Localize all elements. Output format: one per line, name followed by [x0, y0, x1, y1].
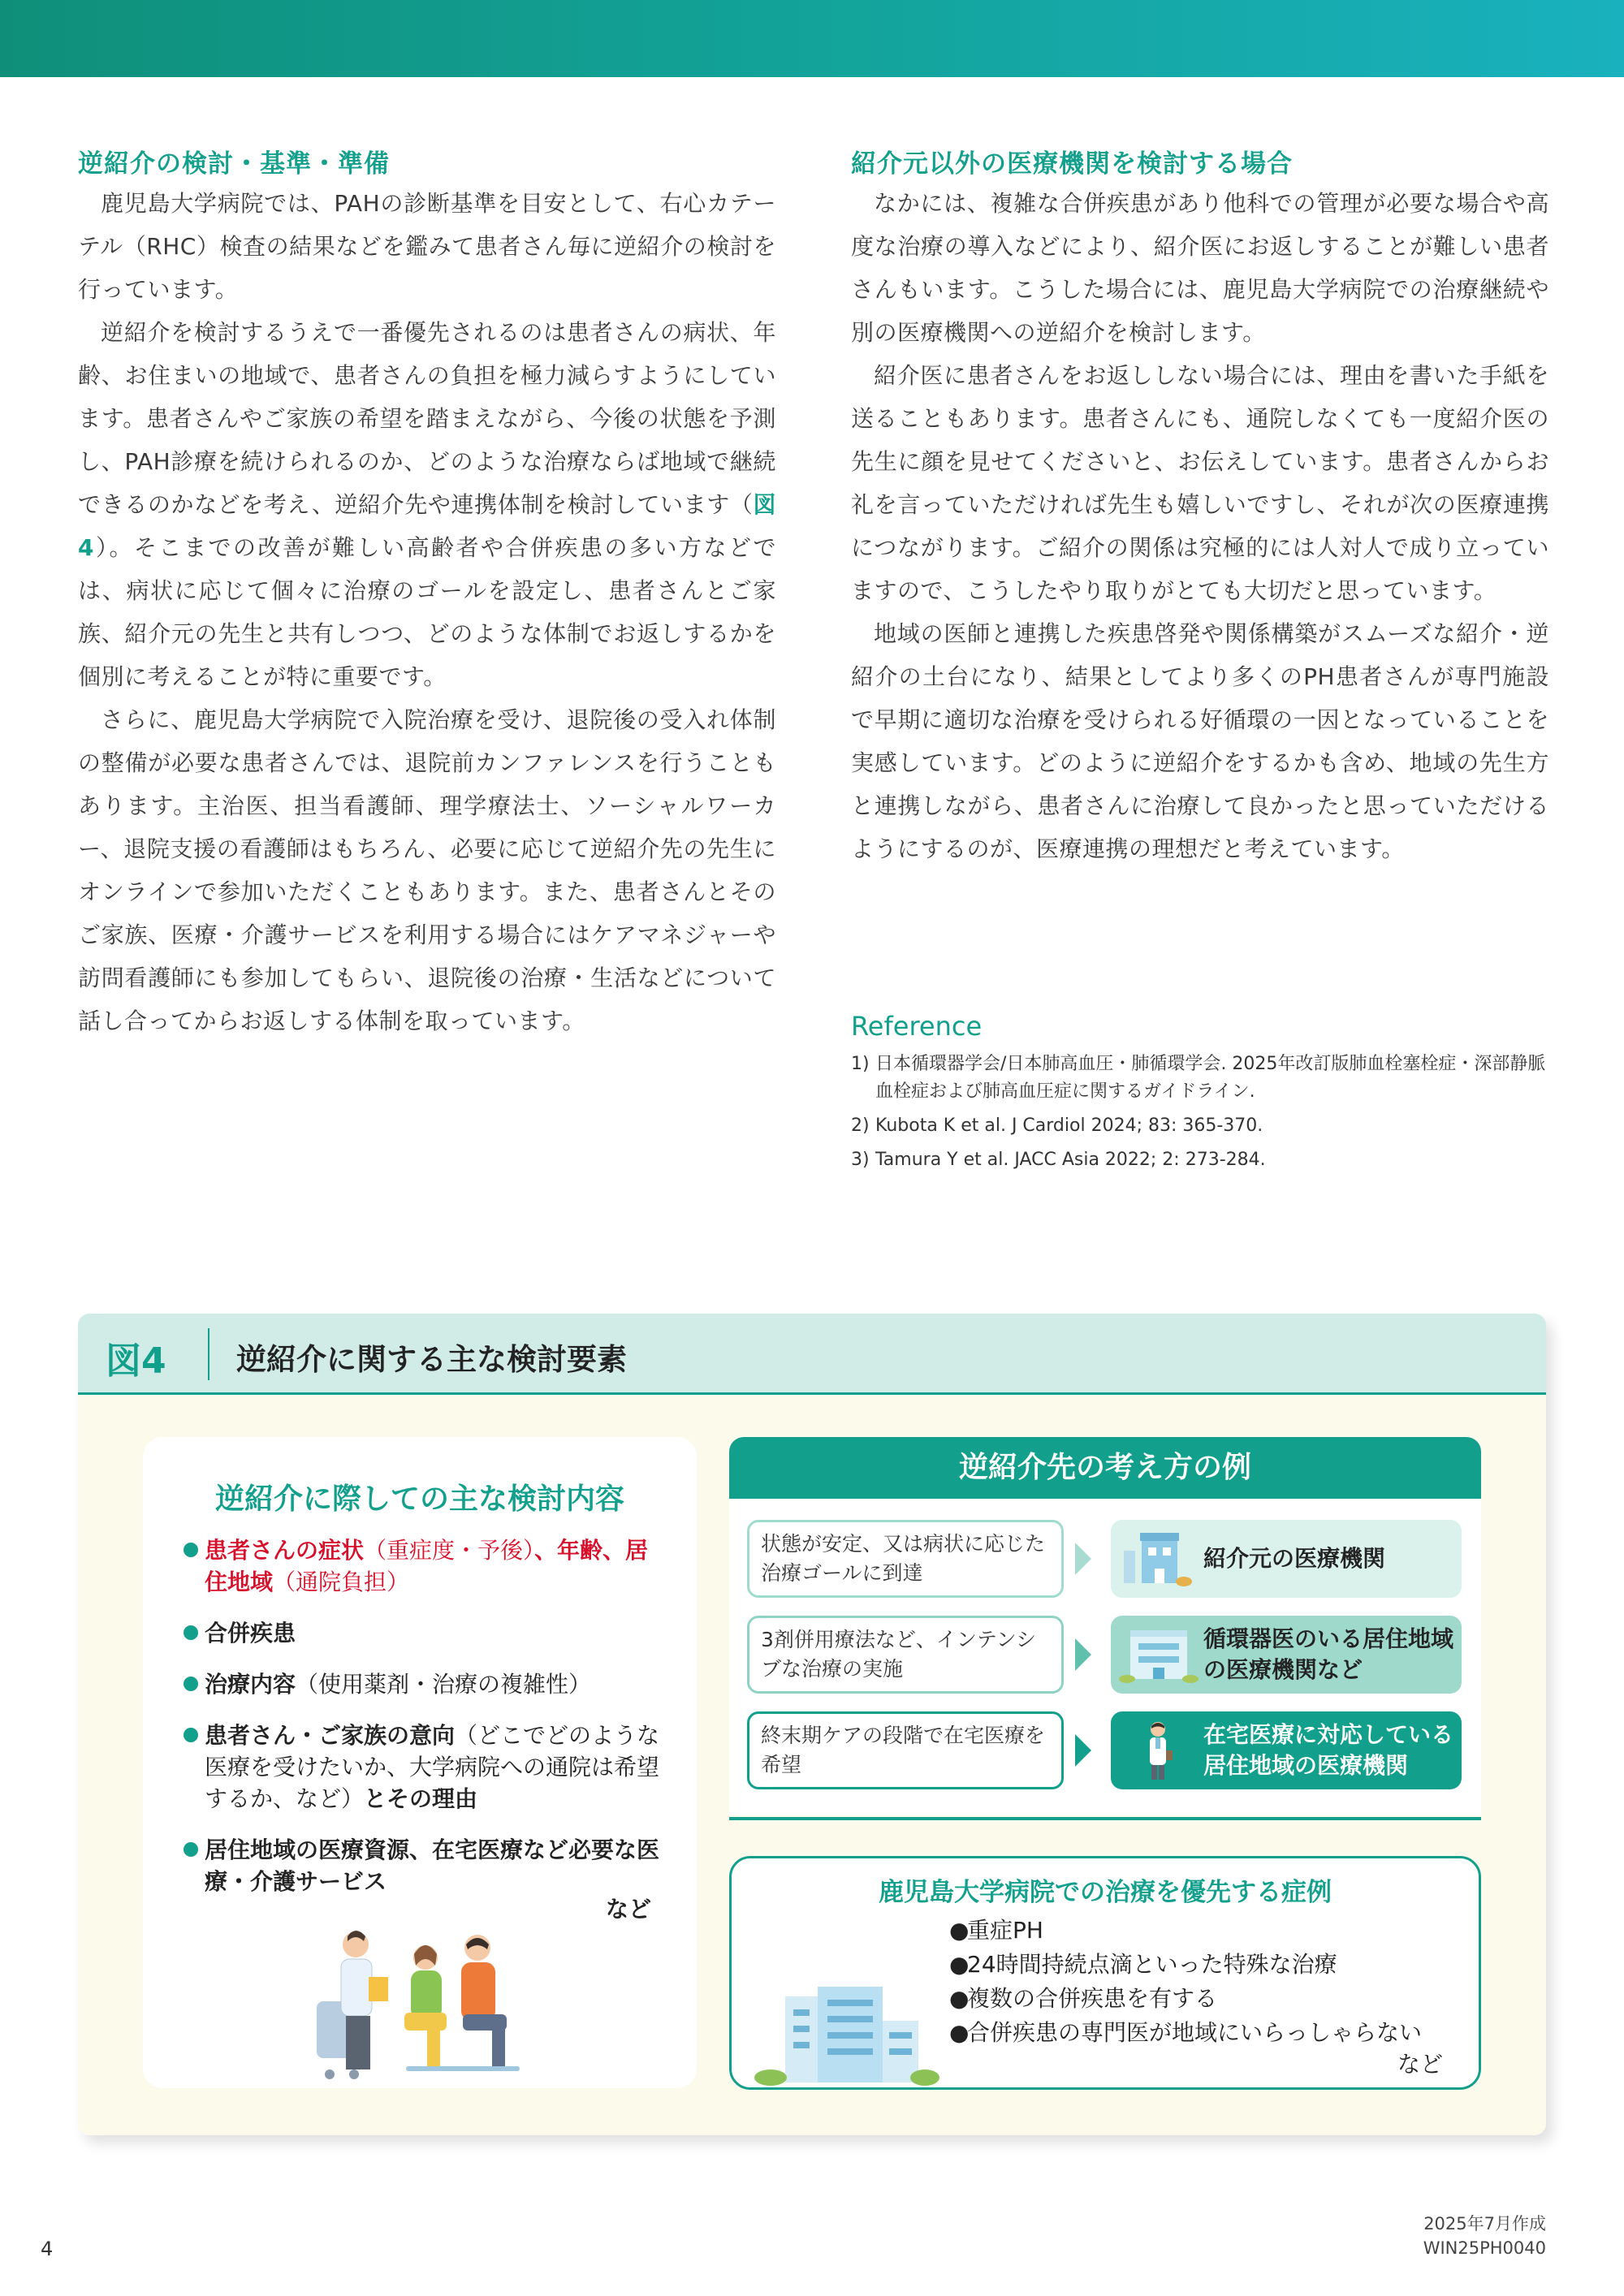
- etc-note: など: [1397, 2051, 1443, 2078]
- paragraph: なかには、複雑な合併疾患があり他科での管理が必要な場合や高度な治療の導入などにより、紹介医にお返しすることが難しい患者さんもいます。こうした場合には、鹿児島大学病院での治療継続や別の医療機関への逆紹介を検討します。: [851, 190, 1549, 346]
- page-number: 4: [41, 2238, 54, 2260]
- item-emphasis: 治療内容: [205, 1671, 296, 1698]
- priority-cases-title: 鹿児島大学病院での治療を優先する症例: [879, 1878, 1332, 1907]
- creation-date: 2025年7月作成: [1423, 2214, 1546, 2233]
- document-code: WIN25PH0040: [1423, 2238, 1546, 2258]
- doctor-patient-consultation-illustration: [305, 1912, 549, 2082]
- doctor-icon: [1117, 1718, 1199, 1783]
- bullet-dot-icon: [184, 1625, 198, 1640]
- figure-header-divider: [208, 1328, 209, 1380]
- paragraph: [78, 311, 776, 698]
- reference-number: 1): [851, 1054, 870, 1074]
- item-note: （使用薬剤・治療の複雑性）: [296, 1671, 592, 1698]
- referral-examples-body: [729, 1499, 1481, 1815]
- priority-case-text: 合併疾患の専門医が地域にいらっしゃらない: [967, 2019, 1423, 2046]
- left-column: [78, 146, 776, 1042]
- priority-cases-list: [949, 1914, 1422, 2050]
- referral-condition: 終末期ケアの段階で在宅医療を希望: [747, 1711, 1064, 1789]
- figure-4: [78, 1314, 1546, 2135]
- referral-example-row: [747, 1616, 1462, 1694]
- panel-divider: [729, 1817, 1481, 1820]
- arrow-right-icon: [1075, 1543, 1091, 1575]
- bullet-dot-icon: [184, 1543, 198, 1557]
- reference-text: 日本循環器学会/日本肺高血圧・肺循環学会. 2025年改訂版肺血栓塞栓症・深部静脈血栓症および肺高血圧症に関するガイドライン.: [875, 1054, 1546, 1102]
- priority-case-item: [949, 1982, 1422, 2016]
- etc-note: など: [605, 1896, 651, 1923]
- figure-title: 逆紹介に関する主な検討要素: [236, 1342, 627, 1377]
- paragraph: 鹿児島大学病院では、PAHの診断基準を目安として、右心カテーテル（RHC）検査の結果などを鑑みて患者さん毎に逆紹介の検討を行っています。: [78, 190, 776, 303]
- item-note: （どこでどのような医療を受けたいか、大学病院への通院は希望するか、など）: [205, 1722, 660, 1812]
- priority-case-item: [949, 2016, 1422, 2050]
- referral-example-row: [747, 1520, 1462, 1598]
- figure-label: 図4: [106, 1340, 166, 1382]
- section-title-other-institutions: 紹介元以外の医療機関を検討する場合: [851, 149, 1293, 179]
- destination-label: 循環器医のいる居住地域の医療機関など: [1203, 1625, 1454, 1683]
- reference-number: 2): [851, 1116, 870, 1136]
- priority-case-text: 重症PH: [967, 1917, 1043, 1944]
- consideration-item: [184, 1534, 663, 1598]
- arrow-right-icon: [1075, 1638, 1091, 1671]
- consideration-item: [184, 1668, 663, 1700]
- referral-examples-title: 逆紹介先の考え方の例: [729, 1437, 1481, 1499]
- reference-item: [851, 1112, 1549, 1140]
- item-emphasis: 居住地域の医療資源、在宅医療など必要な医療・介護サービス: [205, 1836, 660, 1895]
- item-emphasis: とその理由: [364, 1785, 478, 1812]
- priority-case-text: 24時間持続点滴といった特殊な治療: [967, 1951, 1337, 1978]
- bullet-dot-icon: [184, 1677, 198, 1691]
- header-gradient-bar: [0, 0, 1624, 77]
- paragraph: 紹介医に患者さんをお返ししない場合には、理由を書いた手紙を送ることもあります。患者さんにも、通院しなくても一度紹介医の先生に顔を見せてくださいと、お伝えしています。患者さんからお礼を言っていただければ先生も嬉しいですし、それが次の医療連携につながります。ご紹介の関係は究極的には人対人で成り立っていますので、こうしたやり取りがとても大切だと思っています。: [851, 362, 1549, 604]
- consideration-list: [184, 1534, 663, 1917]
- destination-label: 在宅医療に対応している居住地域の医療機関: [1203, 1721, 1454, 1779]
- reference-number: 3): [851, 1150, 870, 1170]
- item-emphasis: 、年齢、: [534, 1537, 626, 1564]
- right-column: [851, 146, 1549, 870]
- bullet-dot-icon: [184, 1728, 198, 1742]
- reference-text: Kubota K et al. J Cardiol 2024; 83: 365-370.: [875, 1116, 1263, 1136]
- reference-item: [851, 1051, 1549, 1106]
- consideration-item: [184, 1834, 663, 1897]
- figure-header: [78, 1314, 1546, 1395]
- referral-condition: 状態が安定、又は病状に応じた治療ゴールに到達: [747, 1520, 1064, 1598]
- referral-destination: [1111, 1711, 1462, 1789]
- referral-destination-examples: [729, 1437, 1481, 1827]
- referral-destination: [1111, 1520, 1462, 1598]
- priority-case-item: [949, 1914, 1422, 1948]
- priority-case-item: [949, 1948, 1422, 1982]
- item-note: （通院負担）: [273, 1569, 410, 1595]
- section-title-reverse-referral: 逆紹介の検討・基準・準備: [78, 149, 390, 179]
- university-priority-cases: [729, 1856, 1481, 2090]
- paragraph: さらに、鹿児島大学病院で入院治療を受け、退院後の受入れ体制の整備が必要な患者さんでは、退院前カンファレンスを行うこともあります。主治医、担当看護師、理学療法士、ソーシャルワーカー、退院支援の看護師はもちろん、必要に応じて逆紹介先の先生にオンラインで参加いただくこともあります。また、患者さんとそのご家族、医療・介護サービスを利用する場合にはケアマネジャーや訪問看護師にも参加してもらい、退院後の治療・生活などについて話し合ってからお返しする体制を取っています。: [78, 706, 776, 1034]
- item-emphasis: 合併疾患: [205, 1620, 296, 1646]
- reference-list: [851, 1008, 1549, 1180]
- university-hospital-icon: [753, 1980, 939, 2086]
- bullet-icon: ●: [949, 1951, 970, 1978]
- item-note: （重症度・予後）: [364, 1537, 535, 1564]
- clinic-building-icon: [1117, 1526, 1199, 1591]
- priority-case-text: 複数の合併疾患を有する: [967, 1985, 1218, 2012]
- paragraph-text: ）。そこまでの改善が難しい高齢者や合併疾患の多い方などでは、病状に応じて個々に治療のゴールを設定し、患者さんとご家族、紹介元の先生と共有しつつ、どのような体制でお返しするかを個別に考えることが特に重要です。: [78, 534, 776, 690]
- bullet-icon: ●: [949, 1917, 970, 1944]
- arrow-right-icon: [1075, 1734, 1091, 1767]
- referral-condition: 3剤併用療法など、インテンシブな治療の実施: [747, 1616, 1064, 1694]
- hospital-building-icon: [1117, 1622, 1199, 1687]
- figure-reference-link[interactable]: 図4: [78, 491, 776, 561]
- consideration-card-title: 逆紹介に際しての主な検討内容: [214, 1482, 624, 1516]
- item-emphasis: 患者さんの症状: [205, 1537, 365, 1564]
- reference-title: Reference: [851, 1011, 983, 1042]
- item-emphasis: 患者さん・ご家族の意向: [205, 1722, 456, 1749]
- paragraph: 地域の医師と連携した疾患啓発や関係構築がスムーズな紹介・逆紹介の土台になり、結果としてより多くのPH患者さんが専門施設で早期に適切な治療を受けられる好循環の一因となっていることを実感しています。どのように逆紹介をするかも含め、地域の先生方と連携しながら、患者さんに治療して良かったと思っていただけるようにするのが、医療連携の理想だと考えています。: [851, 620, 1549, 862]
- bullet-icon: ●: [949, 1985, 970, 2012]
- referral-destination: [1111, 1616, 1462, 1694]
- consideration-card: [143, 1437, 697, 2088]
- destination-label: 紹介元の医療機関: [1203, 1545, 1386, 1572]
- reference-text: Tamura Y et al. JACC Asia 2022; 2: 273-284.: [875, 1150, 1266, 1170]
- referral-example-row: [747, 1711, 1462, 1789]
- consideration-item: [184, 1720, 663, 1815]
- document-info: [1423, 2212, 1546, 2260]
- item-emphasis: 居住地域: [205, 1537, 649, 1595]
- bullet-icon: ●: [949, 2019, 970, 2046]
- paragraph-text: 逆紹介を検討するうえで一番優先されるのは患者さんの病状、年齢、お住まいの地域で、患者さんの負担を極力減らすようにしています。患者さんやご家族の希望を踏まえながら、今後の状態を予測し、PAH診療を続けられるのか、どのような治療ならば地域で継続できるのかなどを考え、逆紹介先や連携体制を検討しています（: [78, 319, 776, 518]
- bullet-dot-icon: [184, 1842, 198, 1857]
- consideration-item: [184, 1617, 663, 1649]
- reference-item: [851, 1146, 1549, 1174]
